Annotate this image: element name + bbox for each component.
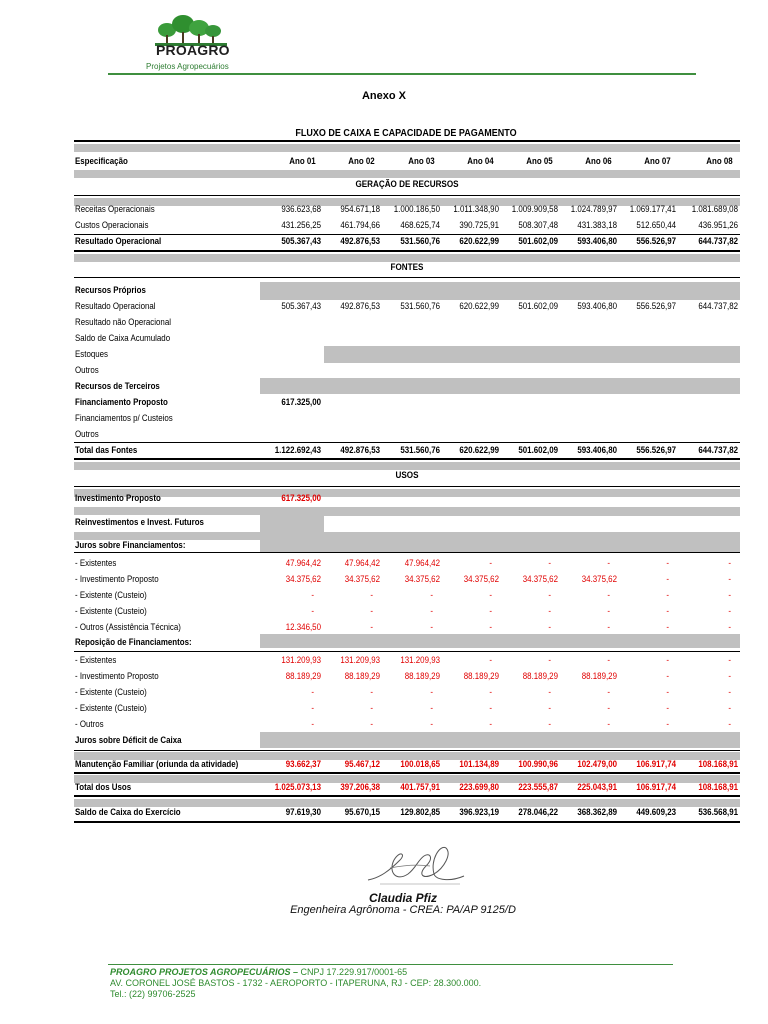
table-row	[74, 807, 740, 821]
rule-line	[74, 140, 740, 142]
cell-ano-01: -	[311, 590, 314, 600]
table-row	[74, 397, 740, 411]
row-label: - Investimento Proposto	[75, 671, 159, 681]
row-label: Receitas Operacionais	[75, 204, 155, 214]
cell-ano-03: -	[430, 622, 433, 632]
cell-ano-04: 390.725,91	[459, 220, 499, 230]
header-divider	[108, 73, 696, 75]
row-label: Reinvestimentos e Invest. Futuros	[75, 517, 204, 527]
cell-ano-06: -	[607, 703, 610, 713]
shade-block	[324, 514, 740, 516]
cell-ano-06: -	[607, 558, 610, 568]
table-row	[74, 759, 740, 773]
cell-ano-08: 644.737,82	[698, 301, 738, 311]
rule-line	[74, 552, 740, 553]
cell-ano-07: 106.917,74	[636, 759, 676, 769]
cell-ano-04: 223.699,80	[459, 782, 499, 792]
rule-line	[74, 277, 740, 278]
rule-line	[74, 234, 740, 235]
cell-ano-08: -	[728, 558, 731, 568]
row-label: Estoques	[75, 349, 109, 359]
table-row	[74, 687, 740, 701]
year-header: Ano 05	[526, 156, 553, 166]
row-label: Manutenção Familiar (oriunda da atividade)	[75, 759, 239, 769]
cell-ano-07: 556.526,97	[636, 236, 676, 246]
cell-ano-01: 936.623,68	[281, 204, 321, 214]
table-row	[74, 606, 740, 620]
row-label: - Existente (Custeio)	[75, 590, 147, 600]
row-label: Juros sobre Déficit de Caixa	[75, 735, 182, 745]
cell-ano-08: -	[728, 574, 731, 584]
row-label: Reposição de Financiamentos:	[75, 637, 192, 647]
row-label: Saldo de Caixa do Exercício	[75, 807, 181, 817]
cell-ano-04: -	[489, 622, 492, 632]
cell-ano-02: 34.375,62	[344, 574, 380, 584]
cell-ano-05: -	[548, 655, 551, 665]
row-label: Resultado Operacional	[75, 301, 156, 311]
cell-ano-07: -	[666, 590, 669, 600]
cell-ano-04: 101.134,89	[459, 759, 499, 769]
signer-role: Engenheira Agrônoma - CREA: PA/AP 9125/D	[290, 904, 516, 916]
cell-ano-01: -	[311, 606, 314, 616]
table-row	[74, 655, 740, 669]
cell-ano-06: -	[607, 687, 610, 697]
cell-ano-08: -	[728, 703, 731, 713]
footer-company-name: PROAGRO PROJETOS AGROPECUÁRIOS –	[110, 967, 299, 977]
row-label: - Existente (Custeio)	[75, 606, 147, 616]
cell-ano-02: 47.964,42	[344, 558, 380, 568]
cell-ano-07: -	[666, 655, 669, 665]
row-label: - Existentes	[75, 558, 117, 568]
cell-ano-07: 556.526,97	[636, 445, 676, 455]
cell-ano-01: 131.209,93	[281, 655, 321, 665]
cell-ano-05: 88.189,29	[522, 671, 558, 681]
cell-ano-06: 34.375,62	[581, 574, 617, 584]
cell-ano-01: 617.325,00	[281, 493, 321, 503]
cell-ano-08: -	[728, 655, 731, 665]
cell-ano-08: 536.568,91	[698, 807, 738, 817]
cell-ano-04: 620.622,99	[459, 301, 499, 311]
cell-ano-07: -	[666, 558, 669, 568]
cell-ano-01: 505.367,43	[281, 236, 321, 246]
rule-line	[74, 651, 740, 652]
cell-ano-04: 620.622,99	[459, 445, 499, 455]
cell-ano-06: 593.406,80	[577, 445, 617, 455]
cell-ano-04: -	[489, 655, 492, 665]
year-header: Ano 02	[348, 156, 375, 166]
section-geracao-de-recursos: GERAÇÃO DE RECURSOS	[355, 179, 459, 189]
cell-ano-07: 1.069.177,41	[629, 204, 676, 214]
cell-ano-07: 512.650,44	[636, 220, 676, 230]
row-label: Recursos de Terceiros	[75, 381, 160, 391]
cell-ano-03: 100.018,65	[400, 759, 440, 769]
annex-label: Anexo X	[361, 90, 406, 102]
row-label: Resultado Operacional	[75, 236, 162, 246]
footer-divider	[108, 964, 673, 965]
cell-ano-04: -	[489, 703, 492, 713]
cell-ano-08: 108.168,91	[698, 782, 738, 792]
cell-ano-03: -	[430, 606, 433, 616]
cell-ano-04: 1.011.348,90	[453, 204, 499, 214]
cell-ano-02: 397.206,38	[340, 782, 380, 792]
cell-ano-08: -	[728, 622, 731, 632]
cell-ano-06: -	[607, 606, 610, 616]
year-header: Ano 08	[706, 156, 733, 166]
cell-ano-03: -	[430, 703, 433, 713]
cell-ano-08: -	[728, 606, 731, 616]
cell-ano-06: -	[607, 719, 610, 729]
cell-ano-07: -	[666, 719, 669, 729]
cell-ano-08: 644.737,82	[698, 445, 738, 455]
cell-ano-04: 34.375,62	[463, 574, 499, 584]
section-fontes: FONTES	[390, 262, 424, 272]
cell-ano-07: -	[666, 703, 669, 713]
cell-ano-05: -	[548, 558, 551, 568]
table-row	[74, 317, 740, 331]
shade-bar	[74, 462, 740, 470]
cell-ano-06: 88.189,29	[581, 671, 617, 681]
cell-ano-02: 95.467,12	[344, 759, 380, 769]
cell-ano-08: 436.951,26	[698, 220, 738, 230]
cell-ano-05: 1.009.909,58	[511, 204, 558, 214]
signature-image	[360, 840, 470, 895]
row-label: Juros sobre Financiamentos:	[75, 540, 186, 550]
cell-ano-03: 129.802,85	[400, 807, 440, 817]
cell-ano-01: -	[311, 687, 314, 697]
shade-bar	[74, 254, 740, 262]
cell-ano-06: -	[607, 590, 610, 600]
table-row	[74, 413, 740, 427]
cell-ano-07: -	[666, 687, 669, 697]
cell-ano-05: -	[548, 622, 551, 632]
brand-subtitle: Projetos Agropecuários	[146, 62, 229, 71]
row-label: - Outros	[75, 719, 104, 729]
cell-ano-01: 617.325,00	[281, 397, 321, 407]
cell-ano-07: -	[666, 574, 669, 584]
rule-line	[74, 821, 740, 823]
cell-ano-02: 492.876,53	[340, 301, 380, 311]
table-row	[74, 349, 740, 363]
rule-line	[74, 195, 740, 196]
cell-ano-06: 1.024.789,97	[570, 204, 617, 214]
cell-ano-04: 620.622,99	[459, 236, 499, 246]
cell-ano-06: 102.479,00	[577, 759, 617, 769]
table-row	[74, 558, 740, 572]
cell-ano-02: -	[370, 703, 373, 713]
cell-ano-02: 461.794,66	[340, 220, 380, 230]
table-row	[74, 493, 740, 507]
cell-ano-04: -	[489, 687, 492, 697]
table-row	[74, 703, 740, 717]
cell-ano-03: 531.560,76	[400, 301, 440, 311]
cell-ano-03: -	[430, 687, 433, 697]
footer-phone: Tel.: (22) 99706-2525	[110, 989, 196, 999]
cell-ano-01: 97.619,30	[285, 807, 321, 817]
shade-bar	[74, 799, 740, 807]
cell-ano-01: -	[311, 703, 314, 713]
cell-ano-01: 47.964,42	[285, 558, 321, 568]
row-label: Recursos Próprios	[75, 285, 146, 295]
cell-ano-01: -	[311, 719, 314, 729]
year-header: Ano 06	[585, 156, 612, 166]
row-label: Financiamento Proposto	[75, 397, 168, 407]
document-title: FLUXO DE CAIXA E CAPACIDADE DE PAGAMENTO	[295, 128, 517, 139]
cell-ano-01: 93.662,37	[285, 759, 321, 769]
cell-ano-08: -	[728, 687, 731, 697]
table-row	[74, 429, 740, 443]
cell-ano-07: 449.609,23	[636, 807, 676, 817]
cell-ano-05: 100.990,96	[518, 759, 558, 769]
cell-ano-07: 106.917,74	[636, 782, 676, 792]
row-label: Outros	[75, 429, 99, 439]
table-row	[74, 590, 740, 604]
cell-ano-03: 34.375,62	[404, 574, 440, 584]
footer-cnpj: CNPJ 17.229.917/0001-65	[298, 967, 408, 977]
cell-ano-01: 1.122.692,43	[274, 445, 321, 455]
rule-line	[74, 250, 740, 252]
cell-ano-04: -	[489, 590, 492, 600]
cell-ano-05: 501.602,09	[518, 445, 558, 455]
shade-bar	[74, 144, 740, 152]
year-header: Ano 01	[289, 156, 316, 166]
cell-ano-02: 95.670,15	[344, 807, 380, 817]
table-row	[74, 445, 740, 459]
signer-name: Claudia Pfiz	[368, 891, 437, 905]
cell-ano-03: 531.560,76	[400, 236, 440, 246]
cell-ano-04: -	[489, 558, 492, 568]
cell-ano-08: 1.081.689,08	[691, 204, 738, 214]
row-label: Total das Fontes	[75, 445, 138, 455]
section-usos: USOS	[395, 470, 419, 480]
cell-ano-06: -	[607, 622, 610, 632]
row-label: Financiamentos p/ Custeios	[75, 413, 173, 423]
rule-line	[74, 458, 740, 460]
rule-line	[74, 772, 740, 774]
cell-ano-06: -	[607, 655, 610, 665]
cell-ano-08: 108.168,91	[698, 759, 738, 769]
cell-ano-06: 225.043,91	[577, 782, 617, 792]
cell-ano-03: 401.757,91	[400, 782, 440, 792]
cell-ano-06: 431.383,18	[577, 220, 617, 230]
cell-ano-05: 223.555,87	[518, 782, 558, 792]
cell-ano-05: 278.046,22	[518, 807, 558, 817]
cell-ano-01: 431.256,25	[281, 220, 321, 230]
cash-flow-table	[74, 140, 740, 825]
row-label: - Existente (Custeio)	[75, 687, 147, 697]
cell-ano-06: 593.406,80	[577, 236, 617, 246]
table-row	[74, 301, 740, 315]
footer-address: AV. CORONEL JOSÉ BASTOS - 1732 - AEROPORTO - ITAPERUNA, RJ - CEP: 28.300.000.	[110, 978, 482, 988]
rule-line	[74, 750, 740, 751]
cell-ano-03: 88.189,29	[404, 671, 440, 681]
year-header: Ano 03	[408, 156, 435, 166]
cell-ano-01: 505.367,43	[281, 301, 321, 311]
cell-ano-08: -	[728, 590, 731, 600]
rule-line	[74, 486, 740, 487]
cell-ano-02: -	[370, 687, 373, 697]
cell-ano-03: 131.209,93	[400, 655, 440, 665]
table-header-row	[74, 156, 740, 170]
cell-ano-05: 501.602,09	[518, 301, 558, 311]
cell-ano-07: 556.526,97	[636, 301, 676, 311]
cell-ano-06: 593.406,80	[577, 301, 617, 311]
row-label: Saldo de Caixa Acumulado	[75, 333, 171, 343]
cell-ano-02: 88.189,29	[344, 671, 380, 681]
cell-ano-04: 88.189,29	[463, 671, 499, 681]
table-row	[74, 517, 740, 531]
cell-ano-03: -	[430, 590, 433, 600]
cell-ano-02: 954.671,18	[340, 204, 380, 214]
shade-bar	[74, 170, 740, 178]
table-row	[74, 671, 740, 685]
rule-line	[74, 442, 740, 443]
cell-ano-07: -	[666, 606, 669, 616]
year-header: Ano 04	[467, 156, 494, 166]
cell-ano-01: 34.375,62	[285, 574, 321, 584]
rule-line	[74, 795, 740, 797]
row-label: Total dos Usos	[75, 782, 132, 792]
cell-ano-08: -	[728, 719, 731, 729]
table-row	[74, 333, 740, 347]
cell-ano-07: -	[666, 622, 669, 632]
cell-ano-05: -	[548, 590, 551, 600]
cell-ano-03: -	[430, 719, 433, 729]
cell-ano-02: -	[370, 590, 373, 600]
row-label: Investimento Proposto	[75, 493, 161, 503]
row-label: - Existente (Custeio)	[75, 703, 147, 713]
cell-ano-02: -	[370, 606, 373, 616]
footer-company	[110, 967, 407, 977]
row-label: Outros	[75, 365, 99, 375]
table-row	[74, 365, 740, 379]
year-header: Ano 07	[644, 156, 671, 166]
row-label: - Outros (Assistência Técnica)	[75, 622, 181, 632]
table-row	[74, 782, 740, 796]
cell-ano-08: -	[728, 671, 731, 681]
table-row	[74, 204, 740, 218]
cell-ano-05: 34.375,62	[522, 574, 558, 584]
table-row	[74, 735, 740, 749]
row-label: Resultado não Operacional	[75, 317, 171, 327]
cell-ano-05: -	[548, 606, 551, 616]
spec-header: Especificação	[75, 156, 128, 166]
cell-ano-03: 531.560,76	[400, 445, 440, 455]
cell-ano-06: 368.362,89	[577, 807, 617, 817]
cell-ano-05: 508.307,48	[518, 220, 558, 230]
cell-ano-08: 644.737,82	[698, 236, 738, 246]
table-row	[74, 719, 740, 733]
row-label: Custos Operacionais	[75, 220, 149, 230]
cell-ano-01: 1.025.073,13	[274, 782, 321, 792]
table-row	[74, 637, 740, 651]
cell-ano-04: -	[489, 719, 492, 729]
cell-ano-02: -	[370, 622, 373, 632]
row-label: - Investimento Proposto	[75, 574, 159, 584]
cell-ano-05: 501.602,09	[518, 236, 558, 246]
cell-ano-05: -	[548, 687, 551, 697]
cell-ano-05: -	[548, 719, 551, 729]
row-label: - Existentes	[75, 655, 117, 665]
cell-ano-03: 47.964,42	[404, 558, 440, 568]
brand-name: PROAGRO	[156, 42, 230, 58]
cell-ano-02: 492.876,53	[340, 445, 380, 455]
cell-ano-01: 88.189,29	[285, 671, 321, 681]
cell-ano-01: 12.346,50	[285, 622, 321, 632]
cell-ano-07: -	[666, 671, 669, 681]
cell-ano-04: 396.923,19	[459, 807, 499, 817]
table-row	[74, 381, 740, 395]
table-row	[74, 220, 740, 234]
cell-ano-03: 468.625,74	[400, 220, 440, 230]
table-row	[74, 236, 740, 250]
cell-ano-02: -	[370, 719, 373, 729]
cell-ano-02: 492.876,53	[340, 236, 380, 246]
cell-ano-03: 1.000.186,50	[393, 204, 440, 214]
cell-ano-02: 131.209,93	[340, 655, 380, 665]
table-row	[74, 285, 740, 299]
cell-ano-04: -	[489, 606, 492, 616]
cell-ano-05: -	[548, 703, 551, 713]
table-row	[74, 574, 740, 588]
